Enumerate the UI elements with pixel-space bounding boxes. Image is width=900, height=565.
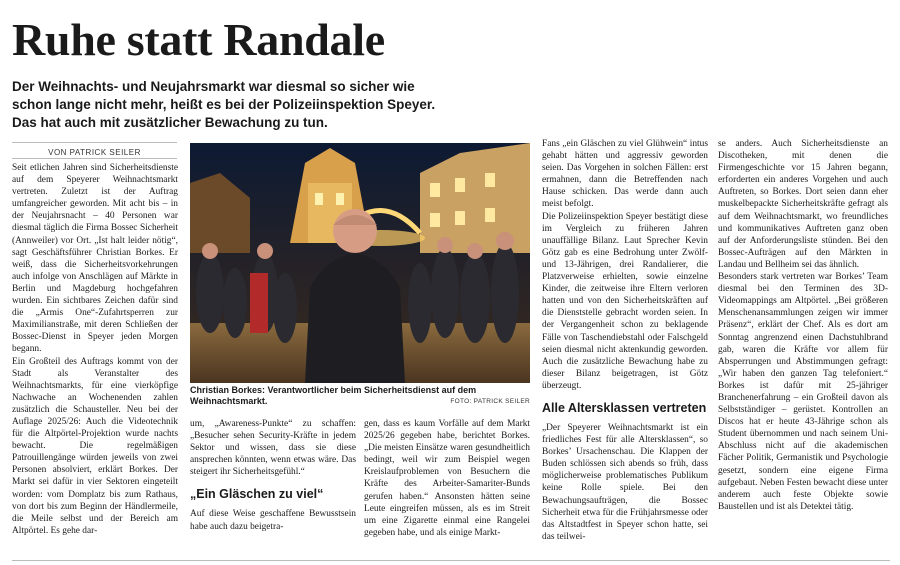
- divider: [12, 142, 177, 143]
- article-column-2: [190, 418, 356, 558]
- paragraph: Seit etlichen Jahren sind Sicherheitsdienste auf dem Speyerer Weihnachtsmarkt vertreten. Zuletzt ist der Auftrag umfangreicher geworden. Mit acht bis – in der Neujahrsnacht – 40 Personen war diesmal täglich die Firma Bossec Sicherheit (Annweiler) vor Ort. „Ist halt leider nötig“, sagt Geschäftsführer Christian Borkes. Er weiß, dass die Sicherheitsvorkehrungen auch infolge von Anschlägen auf Märkte in Berlin und Magdeburg hochgefahren wurden. Ein sichtbares Zeichen dafür sind die „Armis One“-Zufahrtsperren zur Maximilianstraße, mit deren Schließen der Bossec-Dienst in Speyer jeden Morgen begann.: [12, 163, 178, 355]
- subheading: „Ein Gläschen zu viel“: [190, 487, 324, 502]
- paragraph: „Der Speyerer Weihnachtsmarkt ist ein friedliches Fest für alle Altersklassen“, so Borkes’ Ursachenschau. Die Klappen der Buden schlössen sich abends so früh, dass möglicherweise problematisches Publikum keine Rolle spiele. Bei den Bewachungsaufträgen, die Bossec Sicherheit etwa für die Frühjahrsmesse oder das Altstadtfest in Speyer schon hatte, sei das teilwei-: [542, 422, 708, 542]
- byline: VON PATRICK SEILER: [48, 148, 141, 157]
- photo-caption: Christian Borkes: Verantwortlicher beim Sicherheitsdienst auf dem Weihnachtsmarkt.: [190, 385, 477, 406]
- paragraph: Die Polizeiinspektion Speyer bestätigt diese im Vergleich zu früheren Jahren unauffällige Bilanz. Laut Sprecher Kevin Götz gab es eine Bedrohung unter Zwölf- und 13-Jährigen, drei Randalierer, die Platzverweise erhielten, sowie einzelne Kinder, die zeitweise ihre Eltern verloren hatten und von den Sicherheitskräften auf die Dienststelle gebracht worden seien. In der Vergangenheit schon zu beklagende Fälle von Taschendiebstahl oder Falschgeld seien diesmal nicht aktenkundig geworden. Auch die zusätzliche Bewachung habe zu dieser Bilanz beigetragen, ist Götz überzeugt.: [542, 211, 708, 391]
- article-column-3: [364, 418, 530, 558]
- lead-paragraph: Der Weihnachts- und Neujahrsmarkt war diesmal so sicher wie schon lange nicht mehr, heißt es bei der Polizeiinspektion Speyer. Das hat auch mit zusätzlicher Bewachung zu tun.: [12, 79, 436, 130]
- headline: Ruhe statt Randale: [12, 14, 385, 65]
- paragraph: um, „Awareness-Punkte“ zu schaffen: „Besucher sehen Security-Kräfte in jedem Sektor und wissen, dass sie diese ansprechen könnten, wenn etwas wäre. Das steigert ihr Sicherheitsgefühl.“: [190, 419, 356, 478]
- paragraph: Auf diese Weise geschaffene Bewusstsein habe auch dazu beigetra-: [190, 509, 356, 532]
- subheading: Alle Altersklassen vertreten: [542, 400, 707, 415]
- christmas-market-photo: [190, 143, 530, 383]
- paragraph: se anders. Auch Sicherheitsdienste an Discotheken, mit denen die Firmengeschichte vor 15 Jahren begann, erforderten ein anderes Vorgehen und auch Auftreten, so Borkes. Dort seien dann eher muskelbepackte Sicherheitskräfte gefragt als auf dem Weihnachtsmarkt, wo freundliches und kommunikatives Auftreten ganz oben auf der Anforderungsliste stünden. Bei den Bossec-Aufträgen auf den Märkten in Landau und Bellheim sei das ähnlich.: [718, 139, 888, 270]
- paragraph: Ein Großteil des Auftrags kommt von der Stadt als Veranstalter des Weihnachtsmarkts, für eine vierköpfige Nachwache an Wochenenden zahlen zusätzlich die Schausteller. Neu bei der Auflage 2025/26: Auch die Videotechnik für die Altpörtel-Projektion wurde nachts bewacht. Die regelmäßigen Patrouillengänge würden jeweils von zwei Personen absolviert, erklärt Borkes. Der Markt sei dafür in vier Sektoren eingeteilt worden: vom Domplatz bis zum Rathaus, von dort bis zum Beginn der Händlermeile, die Meile selbst und der Bereich am Altpörtel. Es gehe dar-: [12, 356, 178, 536]
- bottom-rule: [12, 560, 890, 561]
- article-column-1: [12, 162, 178, 557]
- paragraph: Besonders stark vertreten war Borkes’ Team diesmal bei den Terminen des 3D-Videomappings am Altpörtel. „Bei größeren Menschenansammlungen zeigen wir immer Präsenz“, erklärt der Chef. Als es dort am Sonntag angrenzend einen Dachstuhlbrand gab, waren die Kräfte vor allem für Absperrungen und Abstimmungen gefragt: „Wir haben den ganzen Tag telefoniert.“ Borkes ist dafür mit 25-jähriger Branchenerfahrung – ein Großteil davon als Selbstständiger – gerüstet. Kontrollen an Discos hat er heute 43-Jährige schon als Student übernommen und nach seinem Uni-Abschluss nicht auf die akademischen Fächer Politik, Germanistik und Psychologie gesetzt, sondern eine eigene Firma aufgebaut. Neben Festen bewacht diese unter anderem auch feste Objekte sowie Baustellen und ist als Detektei tätig.: [718, 272, 888, 512]
- divider: [12, 158, 177, 159]
- photo-credit: FOTO: PATRICK SEILER: [450, 398, 530, 405]
- article-column-4: [542, 138, 708, 558]
- article-column-5: [718, 138, 888, 558]
- paragraph: Fans „ein Gläschen zu viel Glühwein“ intus gehabt hätten und aggressiv geworden seien. Das Vorgehen in solchen Fällen: erst ermahnen, dann die Betreffenden nach Hause schicken. Das werde dann auch meist befolgt.: [542, 139, 708, 210]
- article-photo: [190, 143, 530, 383]
- paragraph: gen, dass es kaum Vorfälle auf dem Markt 2025/26 gegeben habe, berichtet Borkes. „Die meisten Einsätze waren gesundheitlich bedingt, weil wir zum Beispiel wegen Kreislaufproblemen von Besuchern die Kräfte des Arbeiter-Samariter-Bunds gerufen haben.“ Ansonsten hätten seine Leute eingreifen müssen, als es im Streit um eine Zigarette einmal eine Rangelei gegeben habe, und als einige Markt-: [364, 419, 530, 538]
